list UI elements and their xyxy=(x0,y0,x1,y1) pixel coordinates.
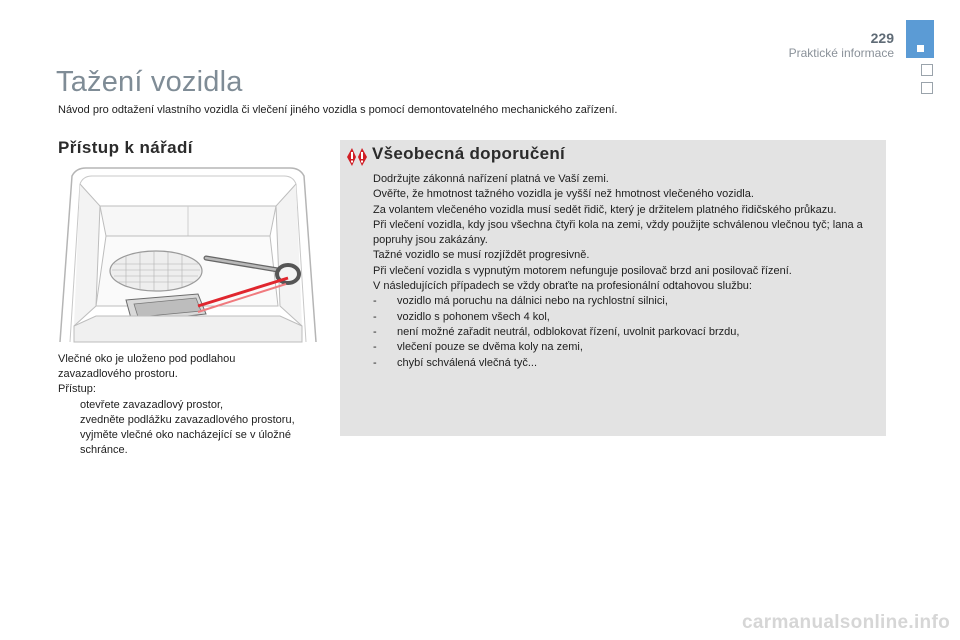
dash-marker: - xyxy=(373,356,377,369)
advice-line: Ověřte, že hmotnost tažného vozidla je vyšší než hmotnost vlečeného vozidla. xyxy=(373,188,754,201)
case-item: vozidlo má poruchu na dálnici nebo na rychlostní silnici, xyxy=(397,295,668,308)
access-instructions xyxy=(58,352,328,458)
warning-double-exclamation-icon xyxy=(346,146,368,168)
case-item: není možné zařadit neutrál, odblokovat řízení, uvolnit parkovací brzdu, xyxy=(397,325,740,338)
list-item xyxy=(373,310,873,325)
section-title: Praktické informace xyxy=(788,46,894,60)
access-paragraph: zavazadlového prostoru. xyxy=(58,368,178,381)
dash-marker: - xyxy=(373,295,377,308)
dash-marker: - xyxy=(373,325,377,338)
list-item xyxy=(58,428,328,458)
list-item xyxy=(58,398,328,413)
advice-heading: Všeobecná doporučení xyxy=(372,144,566,163)
intro-text: Návod pro odtažení vlastního vozidla či vlečení jiného vozidla s pomocí demontovatelného mechanického zařízení. xyxy=(58,104,618,116)
dash-marker: - xyxy=(373,341,377,354)
bullet-marker-icon xyxy=(58,428,80,458)
advice-line: Při vlečení vozidla s vypnutým motorem nefunguje posilovač brzd ani posilovač řízení. xyxy=(373,264,792,277)
access-step: vyjměte vlečné oko nacházející se v úložné schránce. xyxy=(80,429,291,457)
tab-marker-icon xyxy=(917,45,924,52)
page-title: Tažení vozidla xyxy=(56,66,243,98)
case-item: chybí schválená vlečná tyč... xyxy=(397,356,538,369)
access-step: zvedněte podlážku zavazadlového prostoru, xyxy=(80,413,295,426)
list-item xyxy=(58,413,328,428)
advice-line: Dodržujte zákonná nařízení platná ve Vaší zemi. xyxy=(373,173,609,185)
advice-line: Za volantem vlečeného vozidla musí sedět řidič, který je držitelem platného řidičského průkazu. xyxy=(373,203,837,216)
page-number: 229 xyxy=(870,30,894,46)
list-item xyxy=(373,294,873,309)
watermark: carmanualsonline.info xyxy=(742,612,950,633)
case-item: vlečení pouze se dvěma koly na zemi, xyxy=(397,341,583,354)
advice-body xyxy=(373,172,873,371)
list-item xyxy=(373,340,873,355)
trunk-illustration xyxy=(56,166,320,344)
section-tab-active[interactable] xyxy=(906,20,934,58)
case-item: vozidlo s pohonem všech 4 kol, xyxy=(397,310,550,323)
dash-marker: - xyxy=(373,310,377,323)
advice-line: Při vlečení vozidla, kdy jsou všechna čtyři kola na zemi, vždy použijte schválenou vlečnou tyč; lana a popruhy jsou zakázány. xyxy=(373,218,863,247)
access-paragraph: Vlečné oko je uloženo pod podlahou xyxy=(58,353,236,365)
list-item xyxy=(373,356,873,371)
access-heading: Přístup k nářadí xyxy=(58,138,193,157)
advice-line: V následujících případech se vždy obraťte na profesionální odtahovou službu: xyxy=(373,280,752,293)
bullet-marker-icon xyxy=(58,413,80,428)
section-tab-3[interactable] xyxy=(921,82,933,94)
access-step: otevřete zavazadlový prostor, xyxy=(80,398,224,411)
access-label: Přístup: xyxy=(58,383,96,396)
list-item xyxy=(373,325,873,340)
advice-line: Tažné vozidlo se musí rozjíždět progresivně. xyxy=(373,249,590,262)
bullet-marker-icon xyxy=(58,398,80,413)
section-tab-2[interactable] xyxy=(921,64,933,76)
